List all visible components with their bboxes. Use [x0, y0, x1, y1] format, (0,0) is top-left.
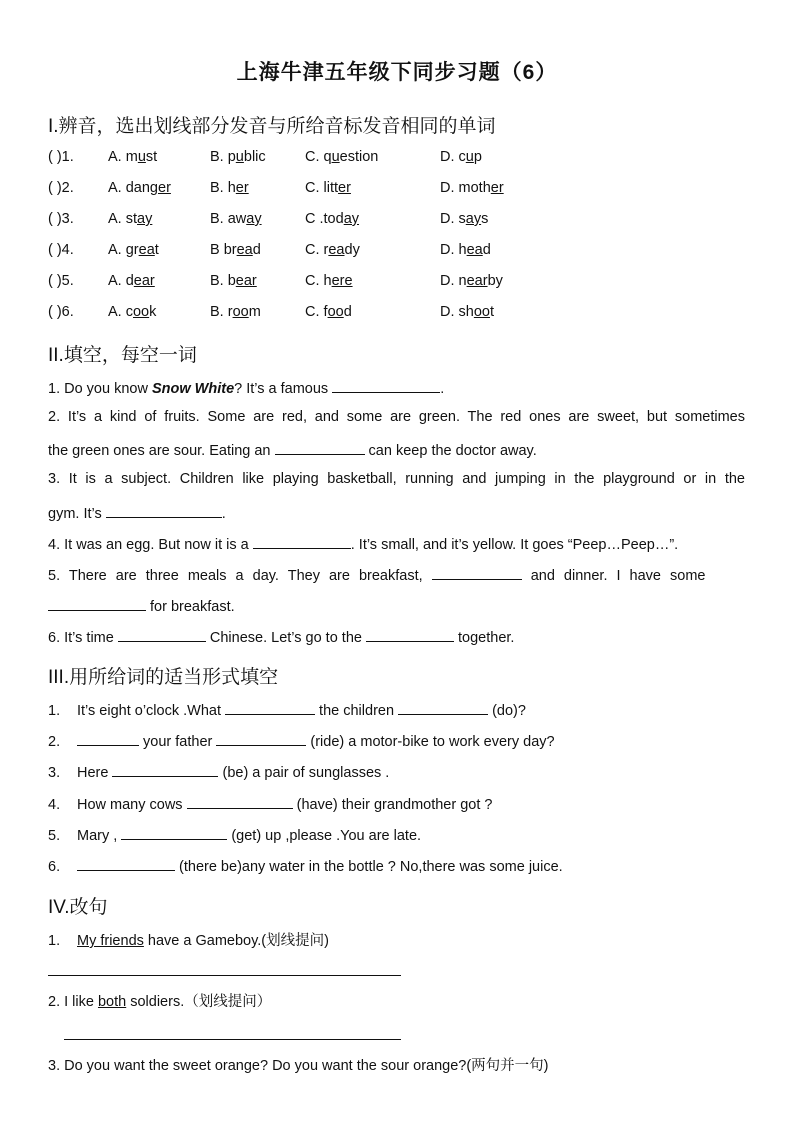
underlined-letters: er — [338, 180, 351, 196]
option-a[interactable]: A. cook — [108, 304, 157, 320]
rewrite-question-3: 3. Do you want the sweet orange? Do you want the sour orange?(两句并一句) — [48, 1058, 549, 1074]
question-number[interactable]: ( )2. — [48, 180, 74, 196]
word-form-question: 4. How many cows (have) their grandmother got ? — [48, 794, 492, 813]
phonics-question — [48, 304, 748, 324]
answer-line[interactable] — [48, 975, 401, 976]
option-c[interactable]: C. question — [305, 149, 379, 165]
answer-blank[interactable] — [112, 762, 218, 777]
option-a[interactable]: A. danger — [108, 180, 171, 196]
page-title: 上海牛津五年级下同步习题（6） — [236, 61, 558, 84]
section-2-heading: II.填空，每空一词 — [48, 345, 197, 366]
answer-blank[interactable] — [77, 731, 139, 746]
option-b[interactable]: B. her — [210, 180, 249, 196]
underlined-letters: ear — [466, 273, 488, 289]
word-form-question: 1. It’s eight o’clock .What the children (do)? — [48, 700, 526, 719]
underlined-letters: ere — [331, 273, 353, 289]
underlined-letters: ay — [246, 211, 262, 227]
option-b[interactable]: B. public — [210, 149, 266, 165]
underlined-letters: oo — [473, 304, 490, 320]
option-d[interactable]: D. shoot — [440, 304, 495, 320]
option-c[interactable]: C. here — [305, 273, 353, 289]
answer-blank[interactable] — [366, 627, 454, 642]
phonics-question — [48, 149, 748, 169]
fill-question-3-line2: gym. It’s . — [48, 503, 226, 522]
word-form-question: 3. Here (be) a pair of sunglasses . — [48, 762, 389, 781]
section-4-heading: IV.改句 — [48, 897, 108, 918]
word-form-question: 2. your father (ride) a motor-bike to work every day? — [48, 731, 555, 750]
option-c[interactable]: C. food — [305, 304, 352, 320]
underlined-letters: ea — [138, 242, 155, 258]
option-c[interactable]: C. litter — [305, 180, 351, 196]
answer-blank[interactable] — [121, 825, 227, 840]
question-number[interactable]: ( )3. — [48, 211, 74, 227]
underlined-letters: ay — [465, 211, 482, 227]
underlined-letters: u — [235, 149, 244, 165]
option-d[interactable]: D. head — [440, 242, 491, 258]
fill-question-2-line2: the green ones are sour. Eating an can keep the doctor away. — [48, 440, 537, 459]
option-a[interactable]: A. great — [108, 242, 159, 258]
rewrite-question-1: 1. My friends have a Gameboy.(划线提问) — [48, 933, 329, 949]
underlined-letters: u — [137, 149, 146, 165]
underlined-letters: ear — [235, 273, 257, 289]
underlined-phrase: My friends — [77, 933, 144, 949]
option-c[interactable]: C. ready — [305, 242, 360, 258]
option-b[interactable]: B. bear — [210, 273, 257, 289]
question-number[interactable]: ( )6. — [48, 304, 74, 320]
question-number[interactable]: ( )4. — [48, 242, 74, 258]
emphasis-title: Snow White — [151, 381, 235, 397]
underlined-letters: er — [490, 180, 504, 196]
underlined-letters: ea — [466, 242, 483, 258]
answer-blank[interactable] — [275, 440, 365, 455]
option-d[interactable]: D. mother — [440, 180, 504, 196]
underlined-letters: ea — [328, 242, 345, 258]
underlined-letters: oo — [232, 304, 249, 320]
fill-question-6: 6. It’s time Chinese. Let’s go to the together. — [48, 627, 514, 646]
answer-blank[interactable] — [253, 534, 351, 549]
option-c[interactable]: C .today — [305, 211, 360, 227]
option-b[interactable]: B bread — [210, 242, 261, 258]
answer-blank[interactable] — [398, 700, 488, 715]
fill-question-4: 4. It was an egg. But now it is a . It’s small, and it’s yellow. It goes “Peep…Peep…”. — [48, 534, 678, 553]
underlined-letters: er — [158, 180, 171, 196]
option-d[interactable]: D. nearby — [440, 273, 503, 289]
underlined-letters: ay — [343, 211, 360, 227]
phonics-question — [48, 242, 748, 262]
phonics-question — [48, 180, 748, 200]
word-form-question: 5. Mary , (get) up ,please .You are late. — [48, 825, 421, 844]
answer-blank[interactable] — [432, 565, 522, 580]
underlined-letters: u — [331, 149, 340, 165]
option-d[interactable]: D. says — [440, 211, 489, 227]
answer-blank[interactable] — [216, 731, 306, 746]
answer-blank[interactable] — [187, 794, 293, 809]
fill-question-3-line1: 3. It is a subject. Children like playing basketball, running and jumping in the playground or in the — [48, 471, 745, 487]
section-1-heading: I.辨音，选出划线部分发音与所给音标发音相同的单词 — [48, 116, 496, 137]
option-a[interactable]: A. must — [108, 149, 158, 165]
underlined-letters: er — [235, 180, 249, 196]
underlined-letters: ea — [236, 242, 253, 258]
option-a[interactable]: A. stay — [108, 211, 153, 227]
answer-blank[interactable] — [118, 627, 206, 642]
question-number[interactable]: ( )5. — [48, 273, 74, 289]
answer-blank[interactable] — [106, 503, 222, 518]
answer-blank[interactable] — [332, 378, 440, 393]
fill-question-2-line1: 2. It’s a kind of fruits. Some are red, and some are green. The red ones are sweet, but sometimes — [48, 409, 745, 425]
rewrite-question-2: 2. I like both soldiers.（划线提问） — [48, 994, 272, 1010]
answer-line[interactable] — [64, 1039, 401, 1040]
fill-question-5-line1: 5. There are three meals a day. They are breakfast, and dinner. I have some — [48, 565, 745, 584]
phonics-question — [48, 273, 748, 293]
underlined-letters: ay — [137, 211, 153, 227]
answer-blank[interactable] — [48, 596, 146, 611]
question-number[interactable]: ( )1. — [48, 149, 74, 165]
fill-question-5-line2: for breakfast. — [48, 596, 235, 615]
option-d[interactable]: D. cup — [440, 149, 482, 165]
word-form-question: 6. (there be)any water in the bottle ? No,there was some juice. — [48, 856, 563, 875]
option-b[interactable]: B. room — [210, 304, 261, 320]
fill-question-1: 1. Do you know Snow White? It’s a famous . — [48, 378, 444, 397]
underlined-letters: oo — [132, 304, 150, 320]
underlined-letters: u — [465, 149, 474, 165]
underlined-letters: oo — [327, 304, 344, 320]
answer-blank[interactable] — [225, 700, 315, 715]
option-b[interactable]: B. away — [210, 211, 262, 227]
phonics-question — [48, 211, 748, 231]
underlined-letters: ear — [133, 273, 155, 289]
answer-blank[interactable] — [77, 856, 175, 871]
option-a[interactable]: A. dear — [108, 273, 155, 289]
section-3-heading: III.用所给词的适当形式填空 — [48, 667, 279, 688]
underlined-word: both — [97, 994, 127, 1010]
